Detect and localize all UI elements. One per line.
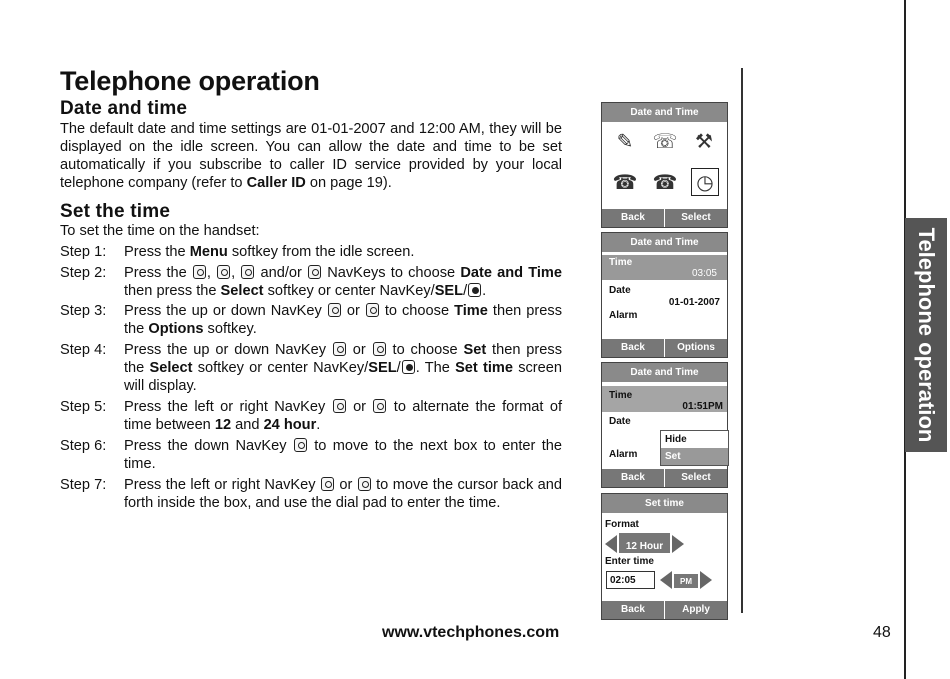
format-label: Format — [605, 519, 639, 530]
right-navkey-icon — [308, 265, 321, 279]
softkey-back: Back — [602, 469, 665, 487]
right-arrow-icon — [700, 571, 712, 589]
screen-title: Date and Time — [602, 103, 727, 122]
date-value: 01-01-2007 — [668, 297, 720, 308]
section-side-tab — [905, 218, 947, 452]
softkey-apply: Apply — [682, 604, 710, 615]
step-7: Step 7: Press the left or right NavKey or to move the cursor back and forth inside the box, and use the dial pad to enter the time. — [60, 477, 562, 511]
handset-screen-set-time — [601, 493, 728, 620]
intro-paragraph — [60, 120, 562, 192]
center-navkey-icon — [468, 283, 481, 297]
step-label: Step 6: — [60, 438, 107, 454]
right-navkey-icon — [358, 477, 371, 491]
screen-title: Set time — [602, 494, 727, 513]
up-navkey-icon — [333, 342, 346, 356]
alarm-label: Alarm — [609, 449, 638, 460]
right-navkey-icon — [373, 399, 386, 413]
subsection-intro: To set the time on the handset: — [60, 223, 260, 239]
handset-icon: ☎ — [612, 171, 638, 194]
up-navkey-icon — [328, 303, 341, 317]
intro-text: The default date and time settings are 01-01-2007 and 12:00 AM, they will be displayed on the idle screen. You can allow the date and time to be set automatically if you subscribe to caller ID service provided by your local telephone company (refer to — [60, 121, 562, 191]
date-label: Date — [609, 285, 631, 296]
down-navkey-icon — [217, 265, 230, 279]
page-title: Telephone operation — [60, 66, 320, 96]
tools-icon: ⚒ — [695, 130, 713, 153]
handset-screen-menu — [601, 102, 728, 228]
step-6: Step 6: Press the down NavKey to move to the next box to enter the time. — [60, 438, 562, 472]
softkey-back: Back — [602, 339, 665, 357]
step-5: Step 5: Press the left or right NavKey or to alternate the format of time between 12 and 24 hour. — [60, 399, 562, 433]
step-label: Step 4: — [60, 342, 107, 358]
left-arrow-icon — [660, 571, 672, 589]
down-navkey-icon — [294, 438, 307, 452]
softkey-options: Options — [677, 342, 715, 353]
softkey-select: Select — [681, 212, 711, 223]
time-row: Time 01:51PM — [602, 386, 727, 412]
side-tab-label: Telephone operation — [914, 227, 939, 443]
right-arrow-icon — [672, 535, 684, 553]
format-value: 12 Hour — [619, 533, 670, 553]
alarm-label: Alarm — [609, 310, 638, 321]
section-title: Date and time — [60, 98, 188, 119]
step-label: Step 1: — [60, 244, 107, 260]
subsection-title: Set the time — [60, 201, 171, 222]
screen-title: Date and Time — [602, 233, 727, 252]
step-4: Step 4: Press the up or down NavKey or to choose Set then press the Select softkey or center NavKey/SEL/ . The Set time screen will display. — [60, 342, 562, 394]
caller-id-ref: Caller ID — [246, 175, 306, 191]
screen-title: Date and Time — [602, 363, 727, 382]
intercom-icon: ☎ — [652, 171, 678, 194]
handset-screen-date-time — [601, 232, 728, 358]
softkey-back: Back — [602, 209, 665, 227]
enter-time-label: Enter time — [605, 556, 654, 567]
footer-url: www.vtechphones.com — [382, 624, 560, 641]
step-3: Step 3: Press the up or down NavKey or to choose Time then press the Options softkey. — [60, 303, 562, 337]
pen-icon: ✎ — [616, 130, 634, 153]
left-arrow-icon — [605, 535, 617, 553]
up-navkey-icon — [193, 265, 206, 279]
step-label: Step 3: — [60, 303, 107, 319]
time-input: 02:05 — [606, 571, 655, 589]
softkey-select: Select — [681, 472, 711, 483]
step-label: Step 2: — [60, 265, 107, 281]
down-navkey-icon — [373, 342, 386, 356]
options-menu — [660, 430, 729, 466]
column-divider — [741, 68, 743, 613]
option-hide: Hide — [665, 434, 687, 445]
step-label: Step 7: — [60, 477, 107, 493]
left-navkey-icon — [241, 265, 254, 279]
date-label: Date — [609, 416, 631, 427]
clock-icon: ◷ — [691, 168, 719, 196]
down-navkey-icon — [366, 303, 379, 317]
time-row: Time 03:05 — [602, 255, 727, 280]
page-number: 48 — [873, 624, 891, 641]
intro-text-end: on page 19). — [305, 175, 392, 191]
step-label: Step 5: — [60, 399, 107, 415]
ampm-value: PM — [674, 574, 698, 588]
center-navkey-icon — [402, 360, 415, 374]
softkey-back: Back — [602, 601, 665, 619]
phone-book-icon: ☏ — [652, 130, 678, 153]
step-2: Step 2: Press the , , and/or NavKeys to choose Date and Time then press the Select softkey or center NavKey/SEL/ . — [60, 265, 563, 299]
handset-screen-options — [601, 362, 728, 488]
step-1: Step 1: Press the Menu softkey from the idle screen. — [60, 244, 415, 260]
left-navkey-icon — [321, 477, 334, 491]
left-navkey-icon — [333, 399, 346, 413]
option-set: Set — [661, 448, 728, 465]
